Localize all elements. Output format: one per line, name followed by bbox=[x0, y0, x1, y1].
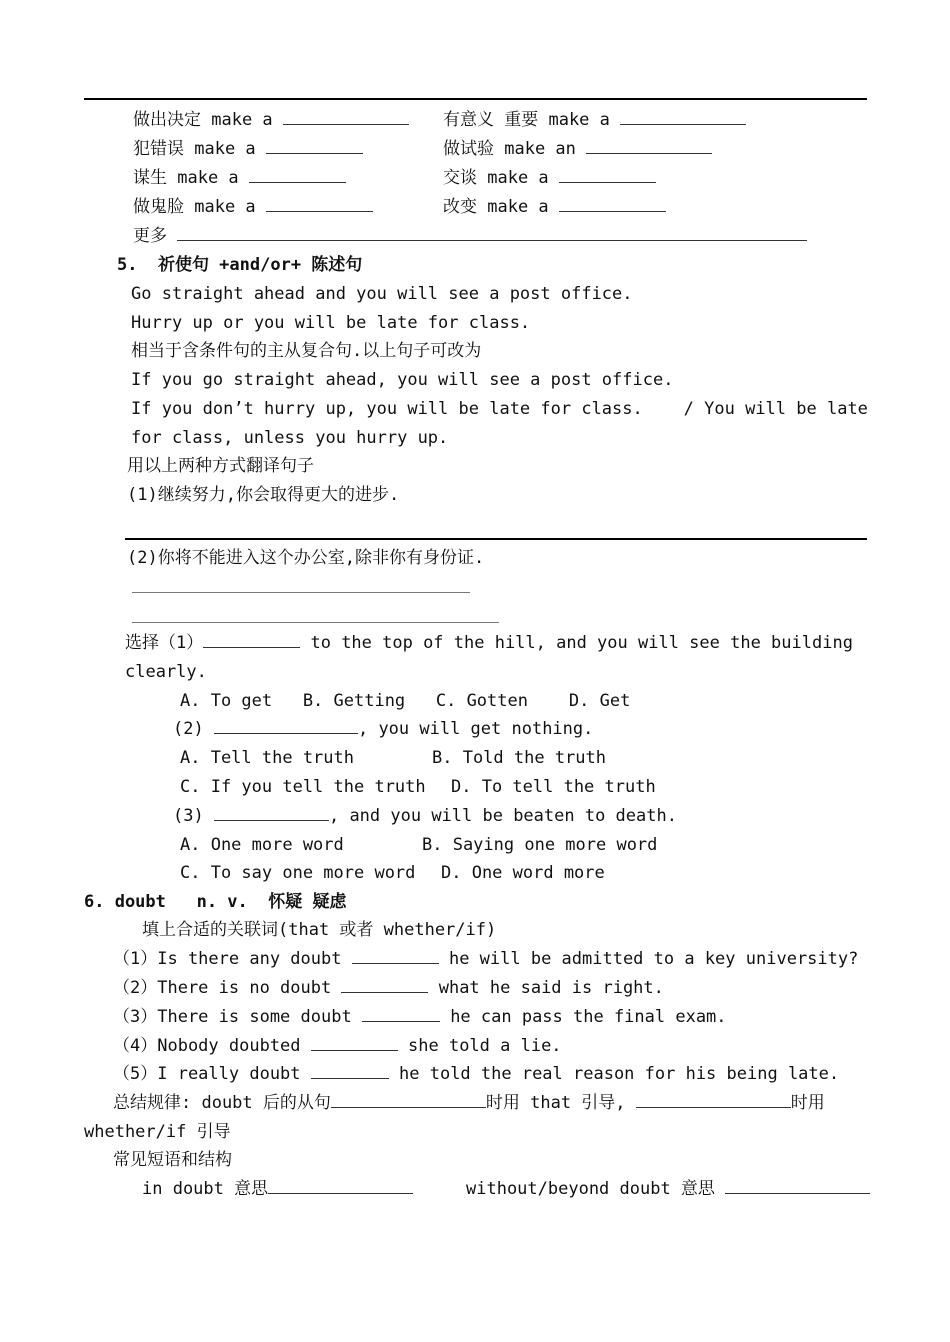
translate-item-1: (1)继续努力,你会取得更大的进步. bbox=[127, 485, 400, 505]
example-sentence: Go straight ahead and you will see a post office. bbox=[131, 284, 633, 304]
option-c: C. If you tell the truth bbox=[180, 777, 426, 797]
option-b: B. Told the truth bbox=[432, 748, 606, 768]
vocab-row-3-left: 谋生 make a bbox=[133, 167, 346, 189]
summary-rule: 总结规律: doubt 后的从句 时用 that 引导, 时用 bbox=[113, 1093, 825, 1113]
option-a: A. Tell the truth bbox=[180, 748, 354, 768]
answer-blank[interactable] bbox=[203, 632, 300, 648]
vocab-row-4-right: 改变 make a bbox=[443, 196, 666, 218]
top-rule bbox=[84, 98, 867, 100]
rewrite-sentence: If you don’t hurry up, you will be late for class. / You will be late bbox=[131, 399, 868, 419]
answer-blank[interactable] bbox=[331, 1092, 486, 1108]
answer-blank[interactable] bbox=[214, 718, 358, 734]
phrases-title: 常见短语和结构 bbox=[113, 1150, 232, 1170]
answer-blank[interactable] bbox=[311, 1035, 398, 1051]
answer-blank[interactable] bbox=[586, 138, 712, 154]
choice-question-3: (3) , and you will be beaten to death. bbox=[173, 806, 677, 826]
answer-blank[interactable] bbox=[362, 1006, 440, 1022]
answer-blank[interactable] bbox=[283, 109, 409, 125]
vocab-more: 更多 bbox=[133, 225, 807, 247]
answer-blank[interactable] bbox=[352, 948, 439, 964]
vocab-row-2-left: 犯错误 make a bbox=[133, 138, 363, 160]
answer-blank[interactable] bbox=[559, 196, 666, 212]
instruction-text: 填上合适的关联词(that 或者 whether/if) bbox=[142, 920, 497, 940]
section-6-heading: 6. doubt n. v. 怀疑 疑虑 bbox=[84, 892, 347, 912]
summary-rule-cont: whether/if 引导 bbox=[84, 1122, 231, 1142]
answer-blank[interactable] bbox=[341, 977, 428, 993]
example-sentence: Hurry up or you will be late for class. bbox=[131, 313, 531, 333]
answer-blank[interactable] bbox=[266, 196, 373, 212]
fill-sentence-1: （1）Is there any doubt he will be admitted to a key university? bbox=[113, 949, 859, 969]
vocab-row-4-left: 做鬼脸 make a bbox=[133, 196, 373, 218]
translate-title: 用以上两种方式翻译句子 bbox=[127, 456, 314, 476]
answer-blank[interactable] bbox=[266, 138, 363, 154]
choice-question-1-cont: clearly. bbox=[125, 662, 207, 682]
option-d: D. To tell the truth bbox=[451, 777, 656, 797]
answer-blank[interactable] bbox=[636, 1092, 791, 1108]
choice-question-2: (2) , you will get nothing. bbox=[173, 719, 594, 739]
phrase-1: in doubt 意思 bbox=[142, 1178, 413, 1200]
fill-sentence-3: （3）There is some doubt he can pass the final exam. bbox=[113, 1007, 727, 1027]
section-5-heading: 5. 祈使句 +and/or+ 陈述句 bbox=[117, 255, 363, 275]
answer-blank[interactable] bbox=[559, 167, 656, 183]
rewrite-sentence-cont: for class, unless you hurry up. bbox=[131, 428, 449, 448]
answer-blank[interactable] bbox=[620, 109, 746, 125]
fill-sentence-4: （4）Nobody doubted she told a lie. bbox=[113, 1036, 562, 1056]
answer-blank[interactable] bbox=[214, 805, 329, 821]
answer-blank[interactable] bbox=[249, 167, 346, 183]
vocab-row-2-right: 做试验 make an bbox=[443, 138, 712, 160]
answer-blank[interactable] bbox=[177, 225, 807, 241]
option-d: D. One word more bbox=[441, 863, 605, 883]
vocab-row-1-right: 有意义 重要 make a bbox=[443, 109, 746, 131]
answer-blank[interactable] bbox=[311, 1063, 389, 1079]
rewrite-sentence: If you go straight ahead, you will see a post office. bbox=[131, 370, 674, 390]
phrase-2: without/beyond doubt 意思 bbox=[466, 1178, 870, 1200]
option-c: C. To say one more word bbox=[180, 863, 416, 883]
choice-question-1: 选择（1） to the top of the hill, and you will see the building bbox=[125, 633, 853, 653]
note-text: 相当于含条件句的主从复合句.以上句子可改为 bbox=[131, 341, 482, 361]
answer-blank[interactable] bbox=[268, 1178, 413, 1194]
fill-sentence-5: （5）I really doubt he told the real reason for his being late. bbox=[113, 1064, 840, 1084]
answer-line-thick[interactable] bbox=[125, 538, 867, 540]
answer-line[interactable] bbox=[132, 592, 470, 593]
fill-sentence-2: （2）There is no doubt what he said is right. bbox=[113, 978, 664, 998]
vocab-row-3-right: 交谈 make a bbox=[443, 167, 656, 189]
answer-blank[interactable] bbox=[725, 1178, 870, 1194]
option-b: B. Saying one more word bbox=[422, 835, 658, 855]
vocab-row-1-left: 做出决定 make a bbox=[133, 109, 409, 131]
option-a: A. One more word bbox=[180, 835, 344, 855]
answer-line[interactable] bbox=[132, 622, 499, 623]
translate-item-2: (2)你将不能进入这个办公室,除非你有身份证. bbox=[127, 548, 485, 568]
choice-options-1: A. To get B. Getting C. Gotten D. Get bbox=[180, 691, 631, 711]
